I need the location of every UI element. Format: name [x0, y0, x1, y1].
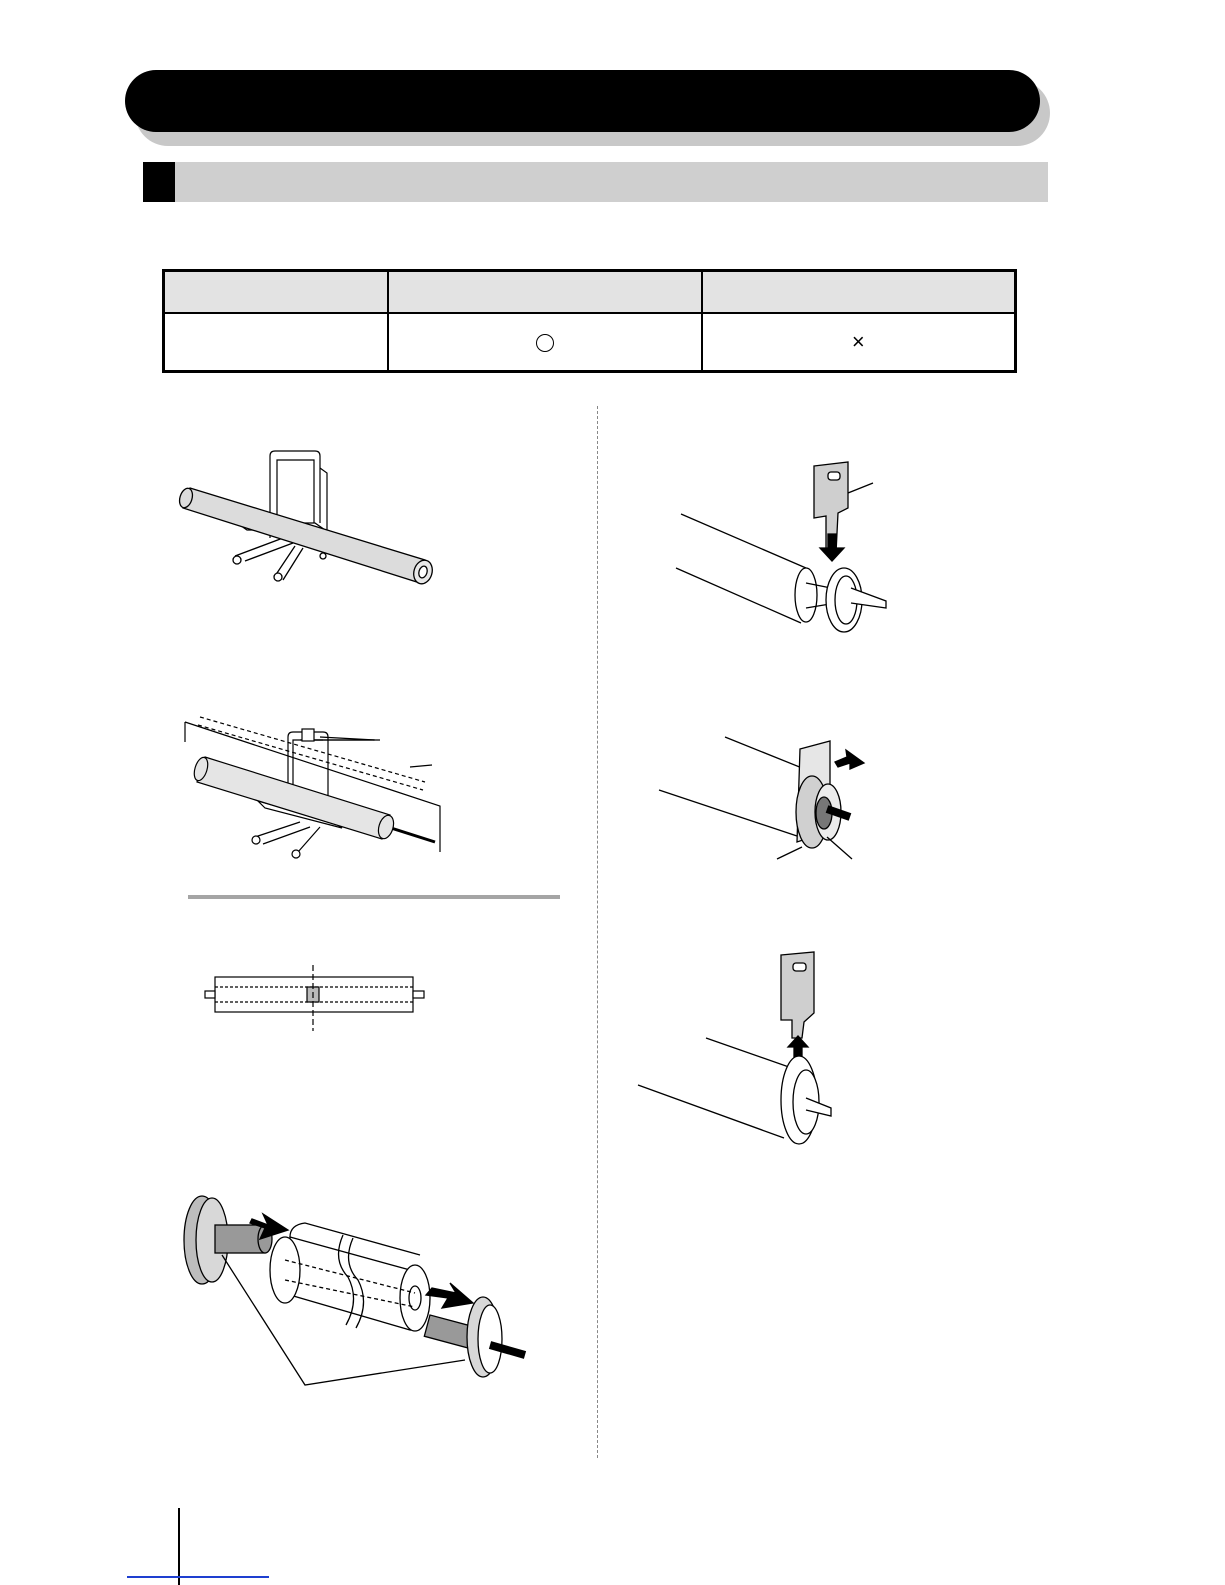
right-flange: [424, 1297, 525, 1377]
column-divider: [597, 406, 598, 1458]
roll-on-shaft-lift-figure: [180, 712, 455, 862]
arrow-push: [835, 750, 864, 769]
flange: [826, 568, 886, 632]
cross-mark-icon: ×: [851, 329, 865, 354]
note-rule: [188, 895, 560, 899]
footer-link-underline[interactable]: [127, 1576, 269, 1578]
gauge-leader: [848, 483, 873, 493]
flange-tighten-figure: [652, 737, 867, 872]
table-header-row: [164, 271, 1016, 314]
roll-lines: [676, 514, 806, 623]
gauge-insert-figure: [676, 458, 891, 663]
compatibility-table: [162, 269, 1017, 373]
section-header: [143, 162, 1048, 202]
table-row: [164, 313, 1016, 372]
shaft-left-end: [205, 991, 215, 998]
flange: [796, 776, 850, 848]
paper-core: [270, 1223, 430, 1331]
arrow-down: [820, 534, 844, 561]
supported-cell: [388, 313, 702, 372]
flange: [781, 1056, 831, 1144]
clamp-detail: [302, 729, 314, 741]
lift-with-roll-figure: [175, 448, 455, 593]
table-row-label: [164, 313, 388, 372]
table-header-cell: [702, 271, 1016, 314]
flange-attach-figure: [180, 1195, 535, 1395]
roll-lines: [659, 737, 812, 837]
unsupported-cell: [702, 313, 1016, 372]
shaft-right-end: [413, 991, 424, 998]
gauge-remove-figure: [636, 950, 851, 1150]
left-flange: [184, 1196, 272, 1284]
table-header-cell: [388, 271, 702, 314]
roll-lines: [638, 1038, 806, 1138]
paper-roll: [177, 487, 435, 586]
table-header-cell: [164, 271, 388, 314]
arrow-right: [426, 1283, 473, 1308]
section-marker: [143, 162, 175, 202]
chapter-banner: [125, 70, 1040, 132]
footer-vertical-rule: [178, 1508, 180, 1585]
circle-mark-icon: [536, 334, 554, 352]
shaft-center-diagram: [203, 965, 438, 1035]
